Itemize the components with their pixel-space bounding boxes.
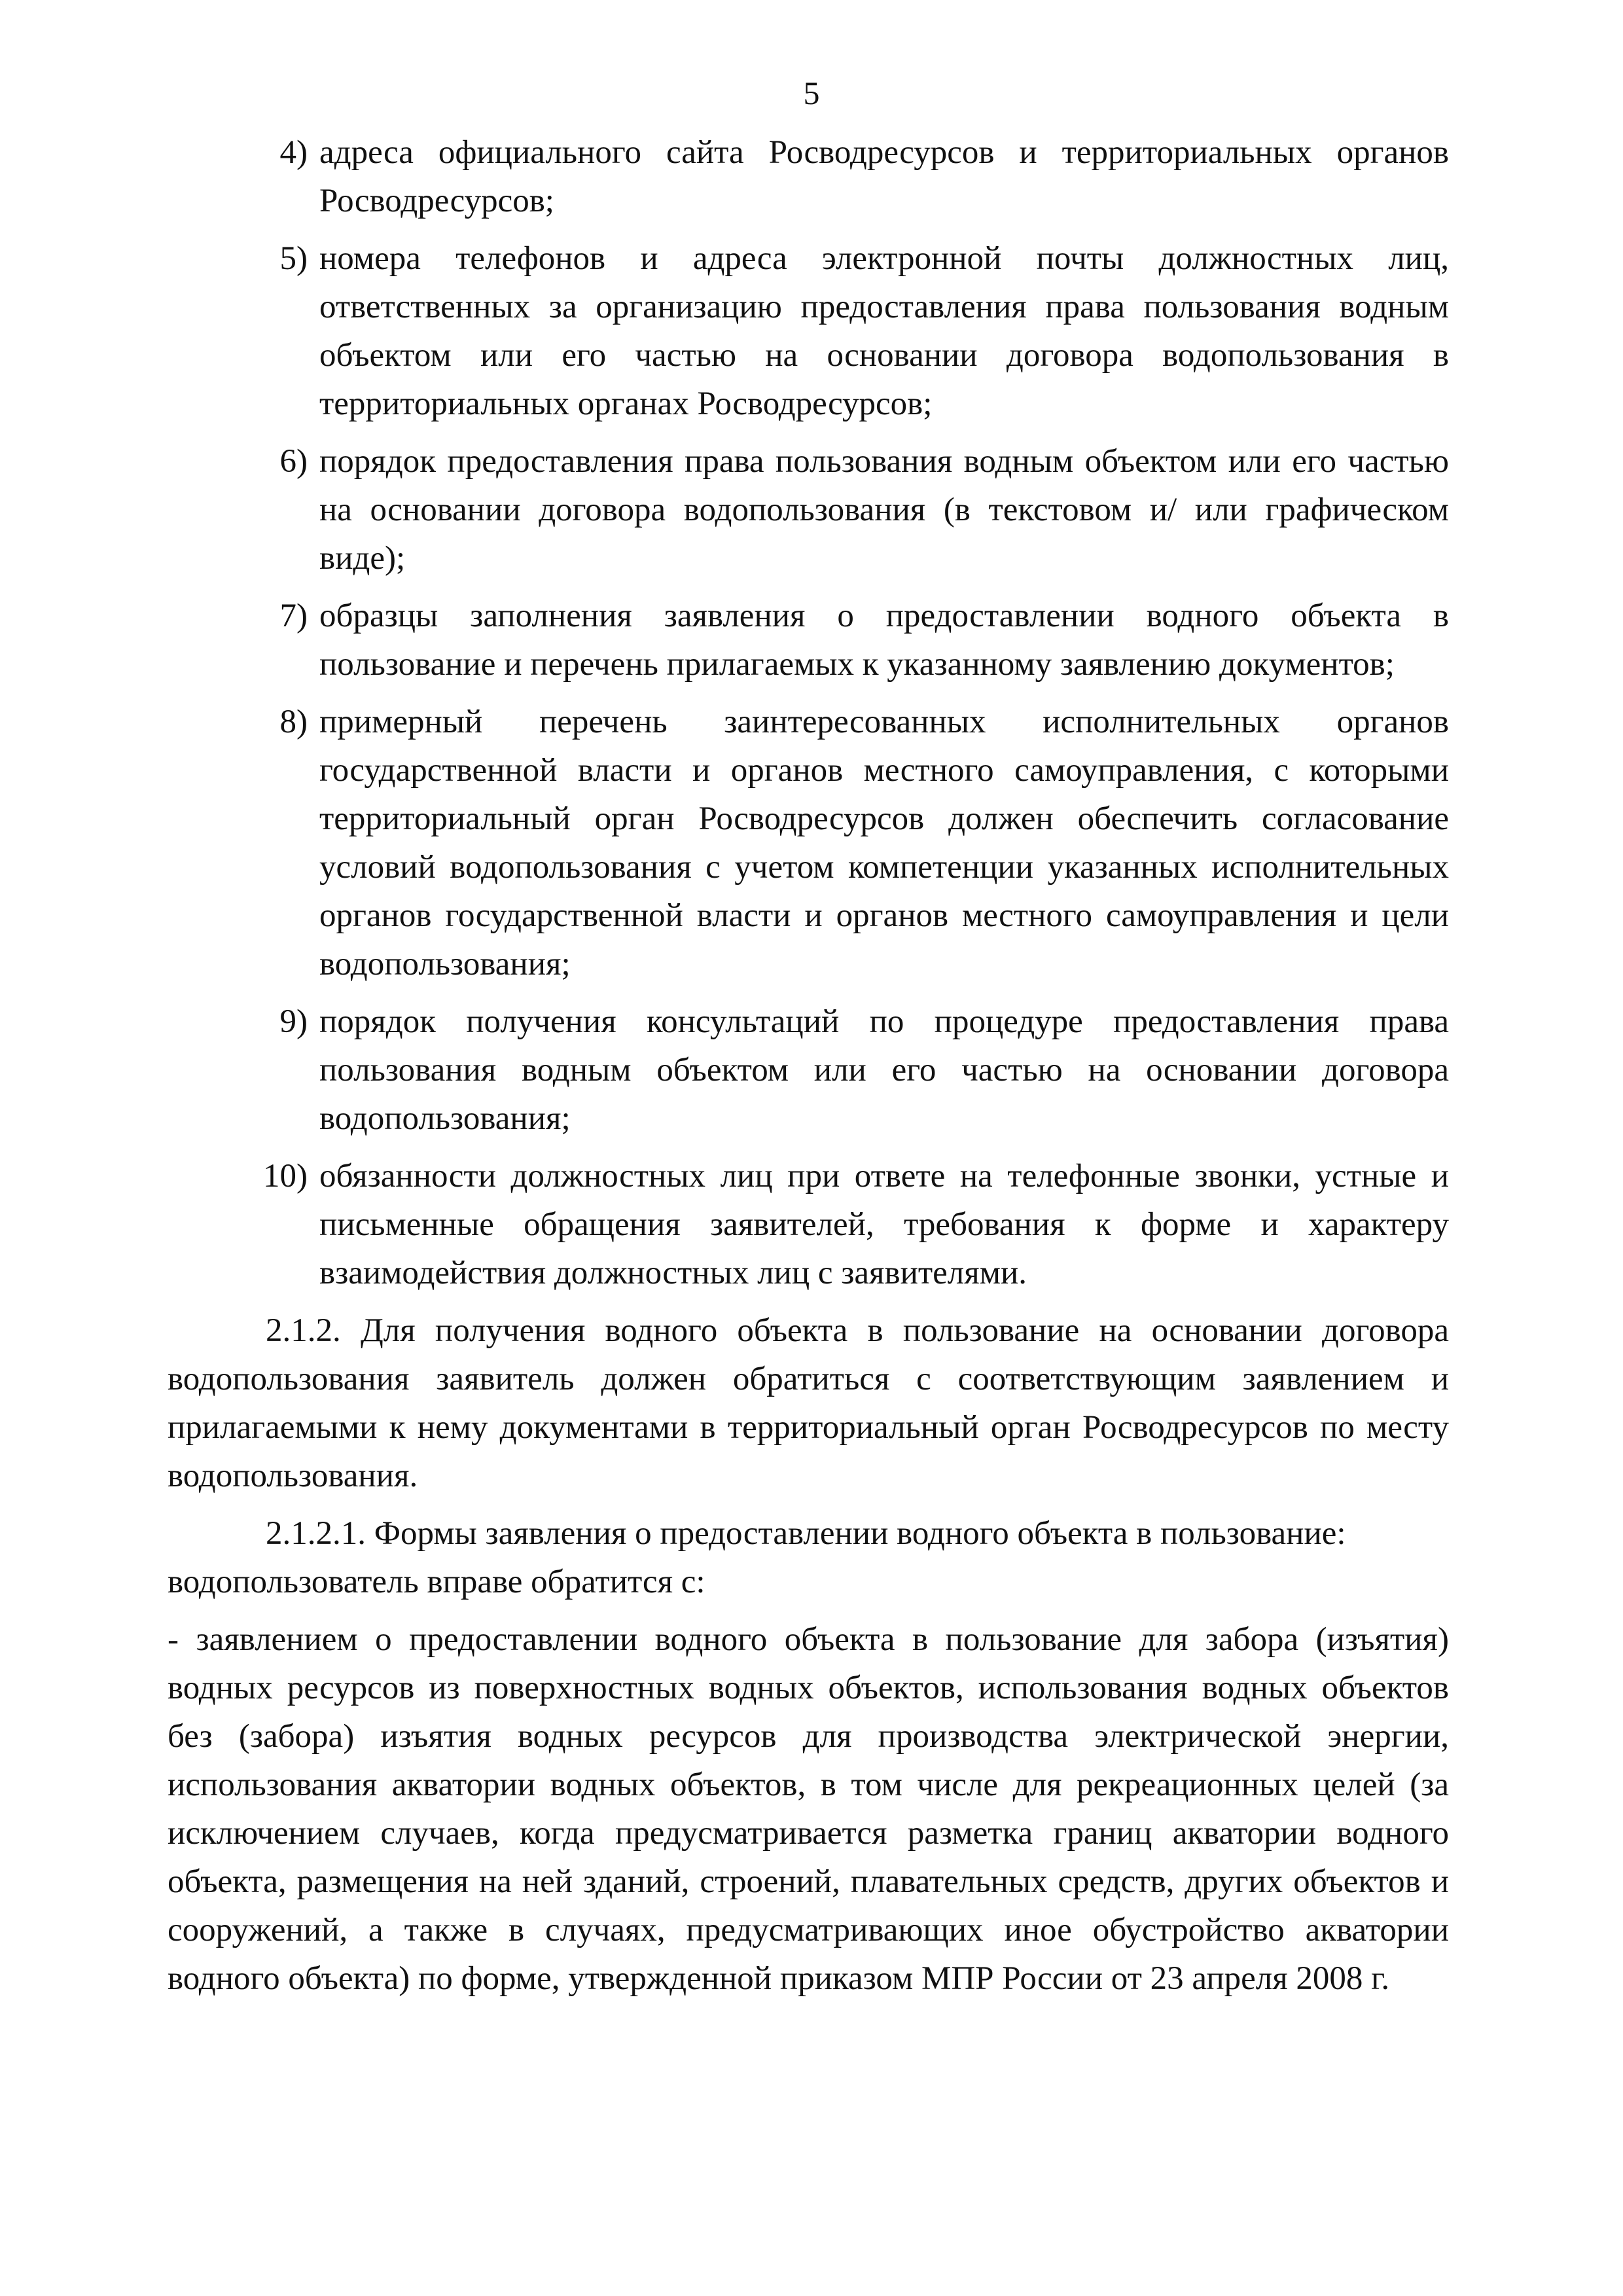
list-item-number: 9) [279,1003,308,1040]
paragraph-2-1-2-1: 2.1.2.1. Формы заявления о предоставлении водного объекта в пользование: [266,1515,1346,1552]
list-item-text: порядок предоставления права пользования водным объектом или его частью на основании договора водопользования (в текстовом и/ или графическом виде); [319,443,1449,577]
list-item-number: 8) [279,704,308,740]
paragraph-2-1-2: 2.1.2. Для получения водного объекта в пользование на основании договора водопользования заявитель должен обратиться с соответствующим заявлением и прилагаемыми к нему документами в территориальный орган Росводресурсов по месту водопользования. [168,1312,1449,1494]
list-item-number: 6) [279,443,308,480]
list-item-text: порядок получения консультаций по процедуре предоставления права пользования водным объектом или его частью на основании договора водопользования; [319,1003,1449,1137]
list-item-number: 7) [279,598,308,634]
dash-list-item: - заявлением о предоставлении водного объекта в пользование для забора (изъятия) водных ресурсов из поверхностных водных объектов, использования водных объектов без (забора) изъятия водных ресурсов для производства электрической энергии, использования акватории водных объектов, в том числе для рекреационных целей (за исключением случаев, когда предусматривается разметка границ акватории водного объекта, размещения на ней зданий, строений, плавательных средств, других объектов и сооружений, а также в случаях, предусматривающих иное обустройство акватории водного объекта) по форме, утвержденной приказом МПР России от 23 апреля 2008 г. [168,1621,1449,1997]
list-item [168,437,1449,583]
document-body [168,128,1449,2003]
list-item-number: 10) [263,1158,308,1194]
list-item-number: 4) [279,134,308,171]
list-item [168,1152,1449,1297]
list-item [168,698,1449,988]
paragraph-user-rights: водопользователь вправе обратится с: [168,1564,705,1600]
list-item-text: номера телефонов и адреса электронной почты должностных лиц, ответственных за организацию предоставления права пользования водным объектом или его частью на основании договора водопользования в территориальных органах Росводресурсов; [319,240,1449,422]
list-item [168,128,1449,225]
list-item-text: обязанности должностных лиц при ответе на телефонные звонки, устные и письменные обращения заявителей, требования к форме и характеру взаимодействия должностных лиц с заявителями. [319,1158,1449,1291]
list-item-text: адреса официального сайта Росводресурсов и территориальных органов Росводресурсов; [319,134,1449,219]
list-item [168,234,1449,428]
page-number: 5 [803,75,820,111]
list-item [168,592,1449,689]
list-item-text: образцы заполнения заявления о предоставлении водного объекта в пользование и перечень прилагаемых к указанному заявлению документов; [319,598,1449,683]
list-item [168,997,1449,1143]
list-item-text: примерный перечень заинтересованных исполнительных органов государственной власти и органов местного самоуправления, с которыми территориальный орган Росводресурсов должен обеспечить согласование условий водопользования с учетом компетенции указанных исполнительных органов государственной власти и органов местного самоуправления и цели водопользования; [319,704,1449,982]
list-item-number: 5) [279,240,308,277]
